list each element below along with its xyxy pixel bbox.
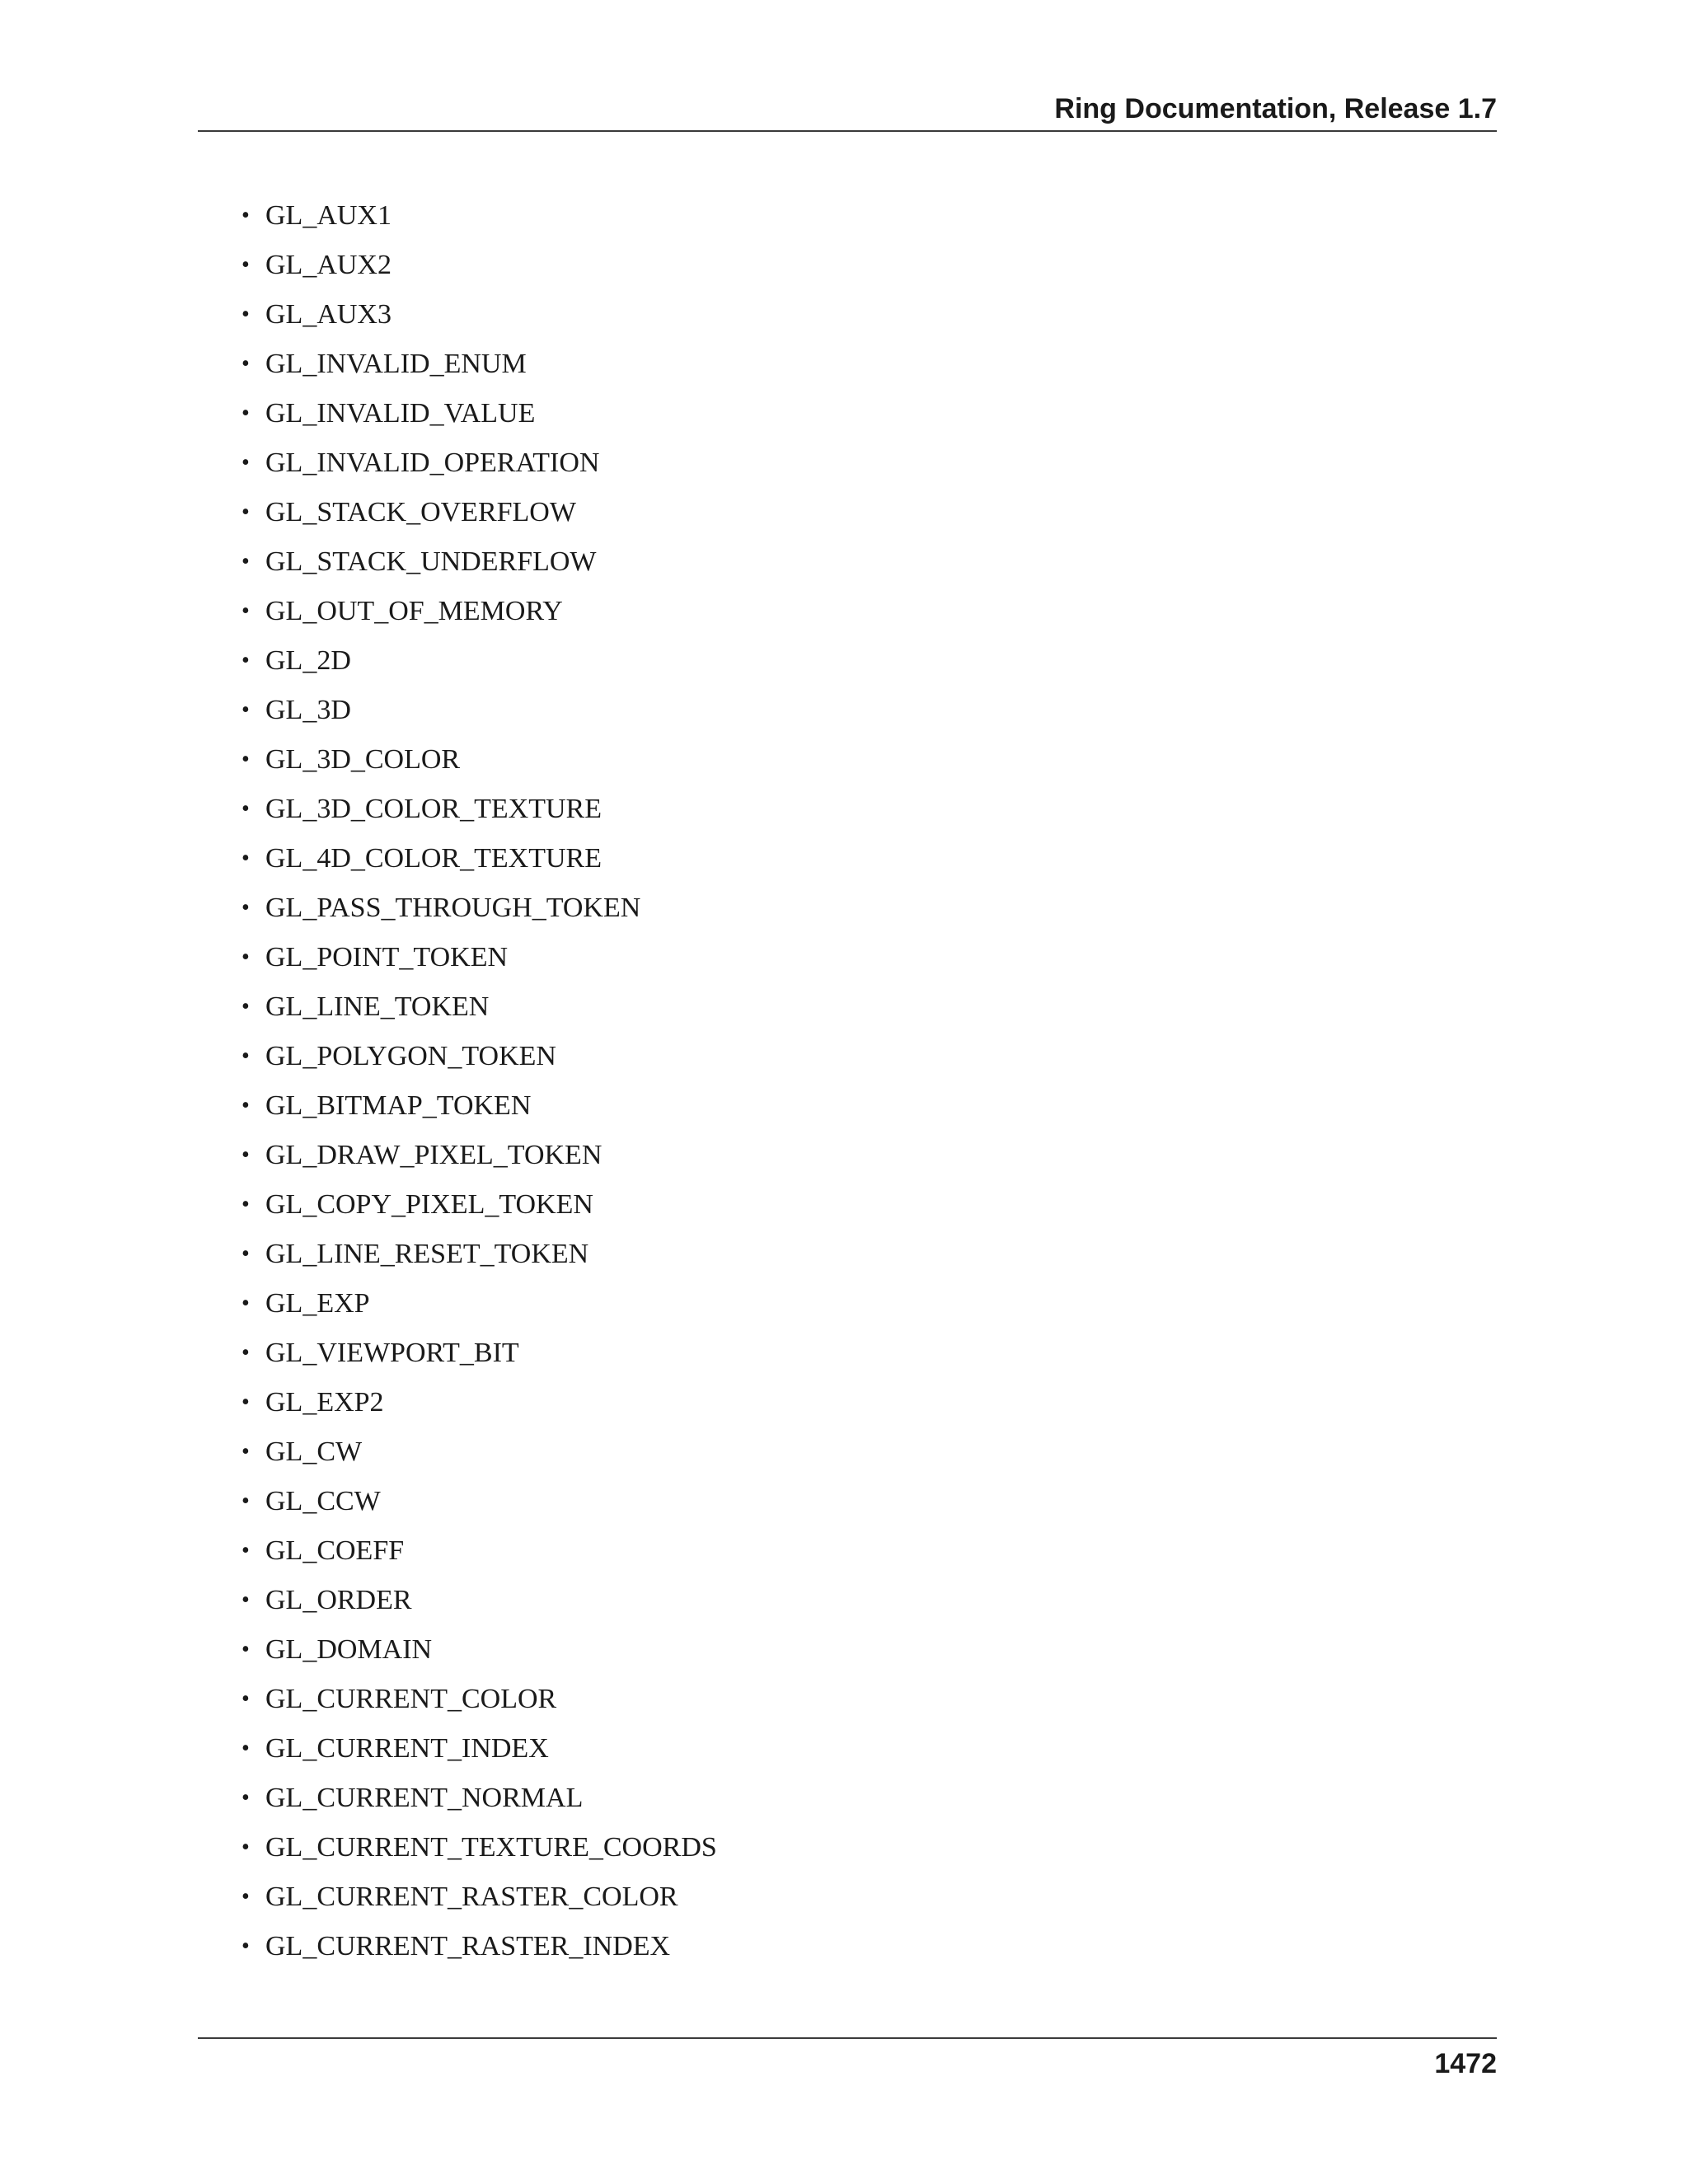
- constant-name: GL_CW: [265, 1436, 363, 1467]
- constant-name: GL_OUT_OF_MEMORY: [265, 596, 563, 626]
- constant-name: GL_AUX1: [265, 200, 392, 231]
- list-item: [0, 694, 717, 743]
- bullet-icon: •: [241, 846, 250, 871]
- constants-list: [0, 199, 717, 1980]
- bullet-icon: •: [241, 1291, 250, 1316]
- constant-name: GL_CCW: [265, 1486, 381, 1516]
- list-item: [0, 1683, 717, 1732]
- bullet-icon: •: [241, 450, 250, 476]
- list-item: [0, 1436, 717, 1485]
- list-item: [0, 1535, 717, 1584]
- bullet-icon: •: [241, 895, 250, 921]
- bullet-icon: •: [241, 549, 250, 574]
- bullet-icon: •: [241, 1241, 250, 1267]
- list-item: [0, 1782, 717, 1831]
- list-item: [0, 1881, 717, 1930]
- constant-name: GL_DOMAIN: [265, 1634, 433, 1665]
- constant-name: GL_AUX3: [265, 299, 392, 330]
- constant-name: GL_CURRENT_COLOR: [265, 1684, 557, 1714]
- list-item: [0, 1584, 717, 1633]
- bullet-icon: •: [241, 1488, 250, 1514]
- bullet-icon: •: [241, 252, 250, 278]
- bullet-icon: •: [241, 302, 250, 327]
- constant-name: GL_CURRENT_TEXTURE_COORDS: [265, 1832, 717, 1863]
- bullet-icon: •: [241, 1043, 250, 1069]
- list-item: [0, 595, 717, 644]
- constant-name: GL_3D_COLOR_TEXTURE: [265, 794, 602, 824]
- constant-name: GL_PASS_THROUGH_TOKEN: [265, 893, 641, 923]
- list-item: [0, 1831, 717, 1881]
- list-item: [0, 298, 717, 348]
- constant-name: GL_STACK_UNDERFLOW: [265, 546, 597, 577]
- list-item: [0, 1386, 717, 1436]
- bullet-icon: •: [241, 796, 250, 822]
- list-item: [0, 1090, 717, 1139]
- bullet-icon: •: [241, 1587, 250, 1613]
- constant-name: GL_3D_COLOR: [265, 744, 461, 775]
- page-header: [198, 89, 1497, 132]
- bullet-icon: •: [241, 1637, 250, 1662]
- bullet-icon: •: [241, 1933, 250, 1959]
- constant-name: GL_3D: [265, 695, 351, 725]
- page-number: 1472: [1434, 2048, 1497, 2079]
- bullet-icon: •: [241, 697, 250, 723]
- list-item: [0, 447, 717, 496]
- list-item: [0, 793, 717, 842]
- constant-name: GL_CURRENT_INDEX: [265, 1733, 549, 1764]
- bullet-icon: •: [241, 648, 250, 673]
- bullet-icon: •: [241, 994, 250, 1019]
- bullet-icon: •: [241, 203, 250, 228]
- constant-name: GL_STACK_OVERFLOW: [265, 497, 576, 527]
- bullet-icon: •: [241, 1340, 250, 1366]
- constant-name: GL_POINT_TOKEN: [265, 942, 509, 972]
- constant-name: GL_INVALID_ENUM: [265, 349, 527, 379]
- list-item: [0, 348, 717, 397]
- bullet-icon: •: [241, 1093, 250, 1118]
- constant-name: GL_2D: [265, 645, 351, 676]
- constant-name: GL_CURRENT_NORMAL: [265, 1783, 584, 1813]
- bullet-icon: •: [241, 1439, 250, 1465]
- constant-name: GL_EXP2: [265, 1387, 384, 1418]
- constant-name: GL_EXP: [265, 1288, 370, 1319]
- constant-name: GL_BITMAP_TOKEN: [265, 1090, 532, 1121]
- list-item: [0, 1485, 717, 1535]
- constant-name: GL_INVALID_OPERATION: [265, 448, 600, 478]
- constant-name: GL_CURRENT_RASTER_INDEX: [265, 1931, 671, 1961]
- list-item: [0, 892, 717, 941]
- list-item: [0, 1188, 717, 1238]
- list-item: [0, 546, 717, 595]
- bullet-icon: •: [241, 944, 250, 970]
- constant-name: GL_CURRENT_RASTER_COLOR: [265, 1882, 678, 1912]
- bullet-icon: •: [241, 401, 250, 426]
- constant-name: GL_DRAW_PIXEL_TOKEN: [265, 1140, 603, 1170]
- list-item: [0, 249, 717, 298]
- bullet-icon: •: [241, 598, 250, 624]
- bullet-icon: •: [241, 1736, 250, 1761]
- constant-name: GL_COPY_PIXEL_TOKEN: [265, 1189, 593, 1220]
- bullet-icon: •: [241, 1785, 250, 1811]
- list-item: [0, 1139, 717, 1188]
- constant-name: GL_LINE_TOKEN: [265, 991, 490, 1022]
- list-item: [0, 1337, 717, 1386]
- bullet-icon: •: [241, 1538, 250, 1563]
- page-footer: [198, 2037, 1497, 2088]
- list-item: [0, 644, 717, 694]
- list-item: [0, 496, 717, 546]
- list-item: [0, 842, 717, 892]
- document-title: Ring Documentation, Release 1.7: [1054, 93, 1497, 124]
- constant-name: GL_COEFF: [265, 1535, 405, 1566]
- bullet-icon: •: [241, 1686, 250, 1712]
- list-item: [0, 1040, 717, 1090]
- list-item: [0, 1633, 717, 1683]
- bullet-icon: •: [241, 499, 250, 525]
- bullet-icon: •: [241, 1142, 250, 1168]
- constant-name: GL_AUX2: [265, 250, 392, 280]
- list-item: [0, 991, 717, 1040]
- list-item: [0, 199, 717, 249]
- bullet-icon: •: [241, 1390, 250, 1415]
- bullet-icon: •: [241, 1835, 250, 1860]
- list-item: [0, 1732, 717, 1782]
- list-item: [0, 941, 717, 991]
- constant-name: GL_VIEWPORT_BIT: [265, 1338, 519, 1368]
- constant-name: GL_POLYGON_TOKEN: [265, 1041, 556, 1071]
- constant-name: GL_LINE_RESET_TOKEN: [265, 1239, 589, 1269]
- bullet-icon: •: [241, 747, 250, 772]
- list-item: [0, 743, 717, 793]
- bullet-icon: •: [241, 1192, 250, 1217]
- bullet-icon: •: [241, 351, 250, 377]
- list-item: [0, 1238, 717, 1287]
- list-item: [0, 397, 717, 447]
- list-item: [0, 1287, 717, 1337]
- bullet-icon: •: [241, 1884, 250, 1910]
- constant-name: GL_INVALID_VALUE: [265, 398, 536, 429]
- constant-name: GL_4D_COLOR_TEXTURE: [265, 843, 602, 874]
- list-item: [0, 1930, 717, 1980]
- constant-name: GL_ORDER: [265, 1585, 412, 1615]
